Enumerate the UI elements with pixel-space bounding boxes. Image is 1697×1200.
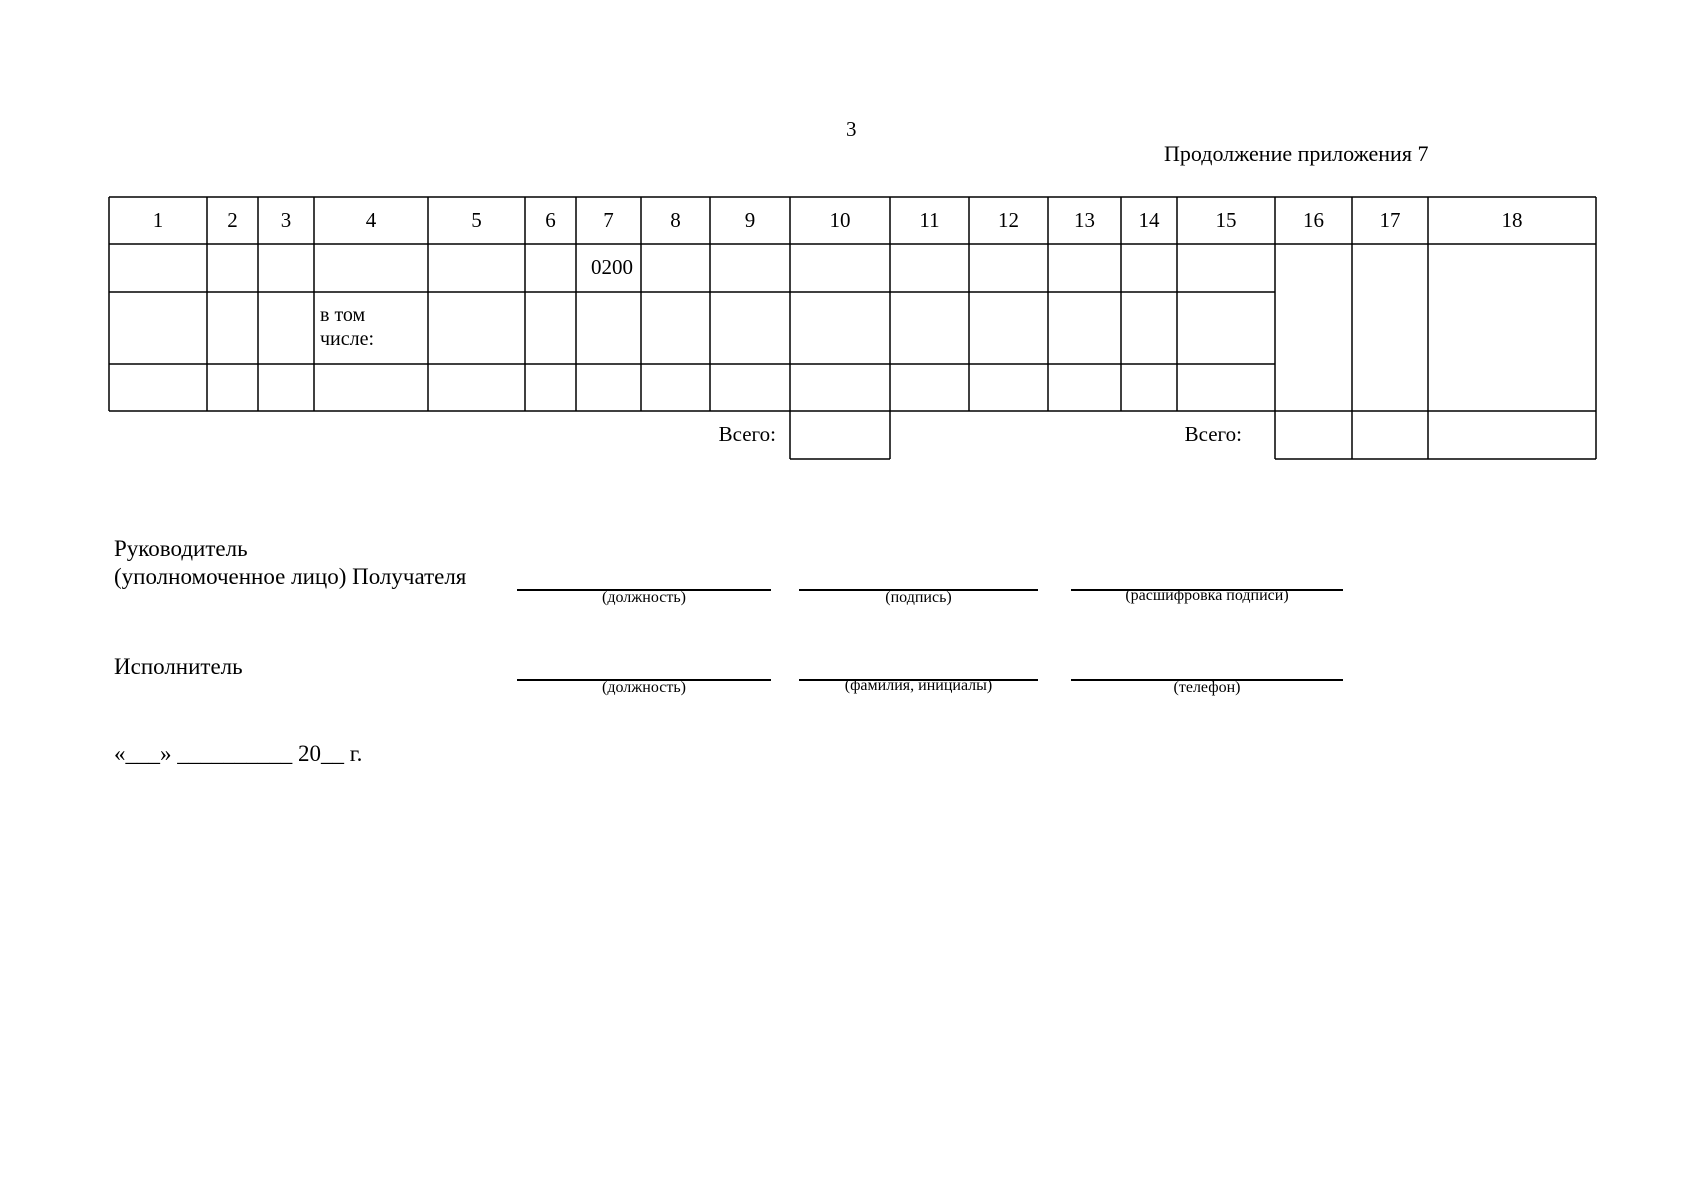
column-number-1: 1 [152,208,164,232]
column-number-11: 11 [919,208,940,232]
head-label: Руководитель (уполномоченное лицо) Получателя [114,536,467,589]
column-number-6: 6 [545,208,556,232]
date-line: «___» __________ 20__ г. [114,741,363,766]
head-signature-caption: (подпись) [885,589,952,606]
executor-name-caption: (фамилия, инициалы) [844,677,993,694]
total-label-left: Всего: [718,422,776,446]
column-number-4: 4 [365,208,377,232]
total-label-right: Всего: [1184,422,1242,446]
column-number-17: 17 [1379,208,1401,232]
column-number-7: 7 [603,208,614,232]
executor-position-caption: (должность) [602,679,686,696]
executor-label: Исполнитель [114,654,243,679]
column-number-2: 2 [227,208,238,232]
head-signature-decoding-caption: (расшифровка подписи) [1125,587,1289,604]
page-number: 3 [846,117,857,141]
including-label: в том числе: [320,304,375,350]
column-number-8: 8 [670,208,681,232]
column-number-14: 14 [1138,208,1160,232]
appendix-caption: Продолжение приложения 7 [1164,141,1429,166]
column-number-10: 10 [829,208,851,232]
column-number-12: 12 [998,208,1019,232]
column-number-5: 5 [471,208,482,232]
report-table-grid [0,0,1697,470]
column-number-9: 9 [744,208,756,232]
column-number-13: 13 [1074,208,1095,232]
column-number-18: 18 [1501,208,1523,232]
head-position-caption: (должность) [602,589,686,606]
column-number-15: 15 [1215,208,1237,232]
column-number-16: 16 [1303,208,1324,232]
row-code-cell: 0200 [591,255,633,279]
executor-phone-caption: (телефон) [1173,679,1241,696]
column-number-3: 3 [280,208,292,232]
